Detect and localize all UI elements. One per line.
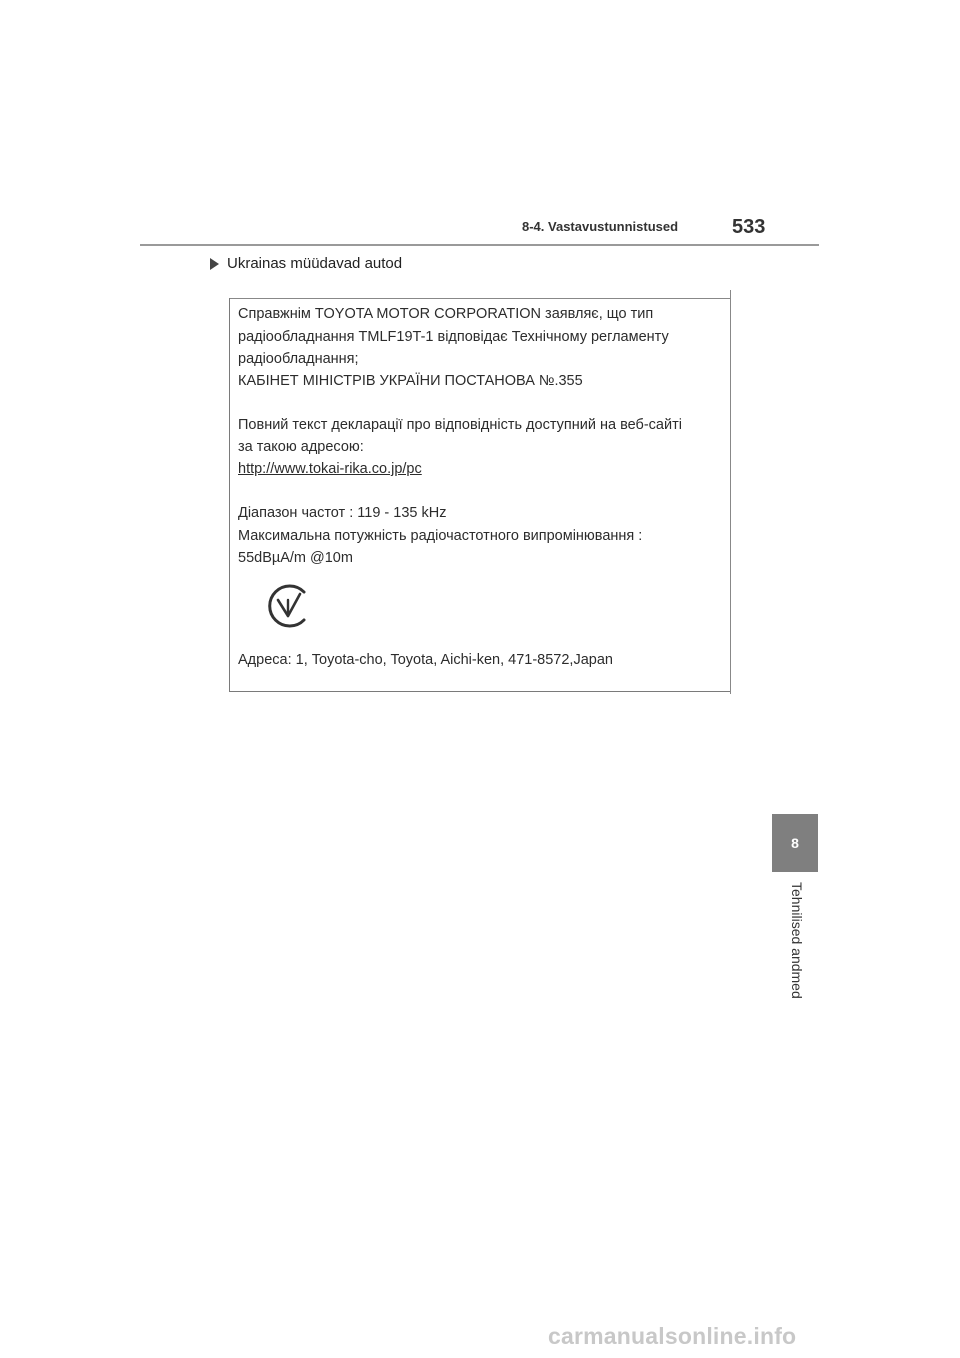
max-power-value: 55dBµA/m @10m [238, 550, 353, 566]
page-number: 533 [732, 216, 766, 238]
right-triangle-arrow-icon [210, 258, 219, 270]
address-line: Адреса: 1, Toyota-cho, Toyota, Aichi-ken, 471-8572,Japan [238, 652, 613, 668]
declaration-line-4: КАБІНЕТ МІНІСТРІВ УКРАЇНИ ПОСТАНОВА №.355 [238, 373, 583, 389]
declaration-line-3: радіообладнання; [238, 351, 359, 367]
subsection-title: Ukrainas müüdavad autod [227, 255, 403, 272]
chapter-label: Tehnilised andmed [789, 882, 805, 999]
chapter-number: 8 [791, 835, 799, 851]
header-section-title: 8-4. Vastavustunnistused [522, 219, 679, 234]
header-rule [140, 244, 819, 246]
declaration-line-5: Повний текст декларації про відповідність доступний на веб-сайті [238, 417, 682, 433]
declaration-line-1: Справжнім TOYOTA MOTOR CORPORATION заявляє, що тип [238, 306, 654, 322]
declaration-scan [229, 298, 731, 692]
max-power-label: Максимальна потужність радіочастотного випромінювання : [238, 528, 643, 544]
frequency-range: Діапазон частот : 119 - 135 kHz [238, 505, 447, 521]
chapter-tab[interactable] [772, 814, 818, 872]
ukraine-conformity-mark-icon [262, 580, 314, 632]
watermark: carmanualsonline.info [548, 1323, 797, 1349]
subsection-heading [210, 255, 402, 272]
scan-right-rule [730, 290, 731, 694]
declaration-line-6: за такою адресою: [238, 439, 364, 455]
declaration-link[interactable]: http://www.tokai-rika.co.jp/pc [238, 461, 422, 477]
scan-top-rule [230, 298, 730, 299]
declaration-line-2: радіообладнання TMLF19T-1 відповідає Технічному регламенту [238, 329, 669, 345]
